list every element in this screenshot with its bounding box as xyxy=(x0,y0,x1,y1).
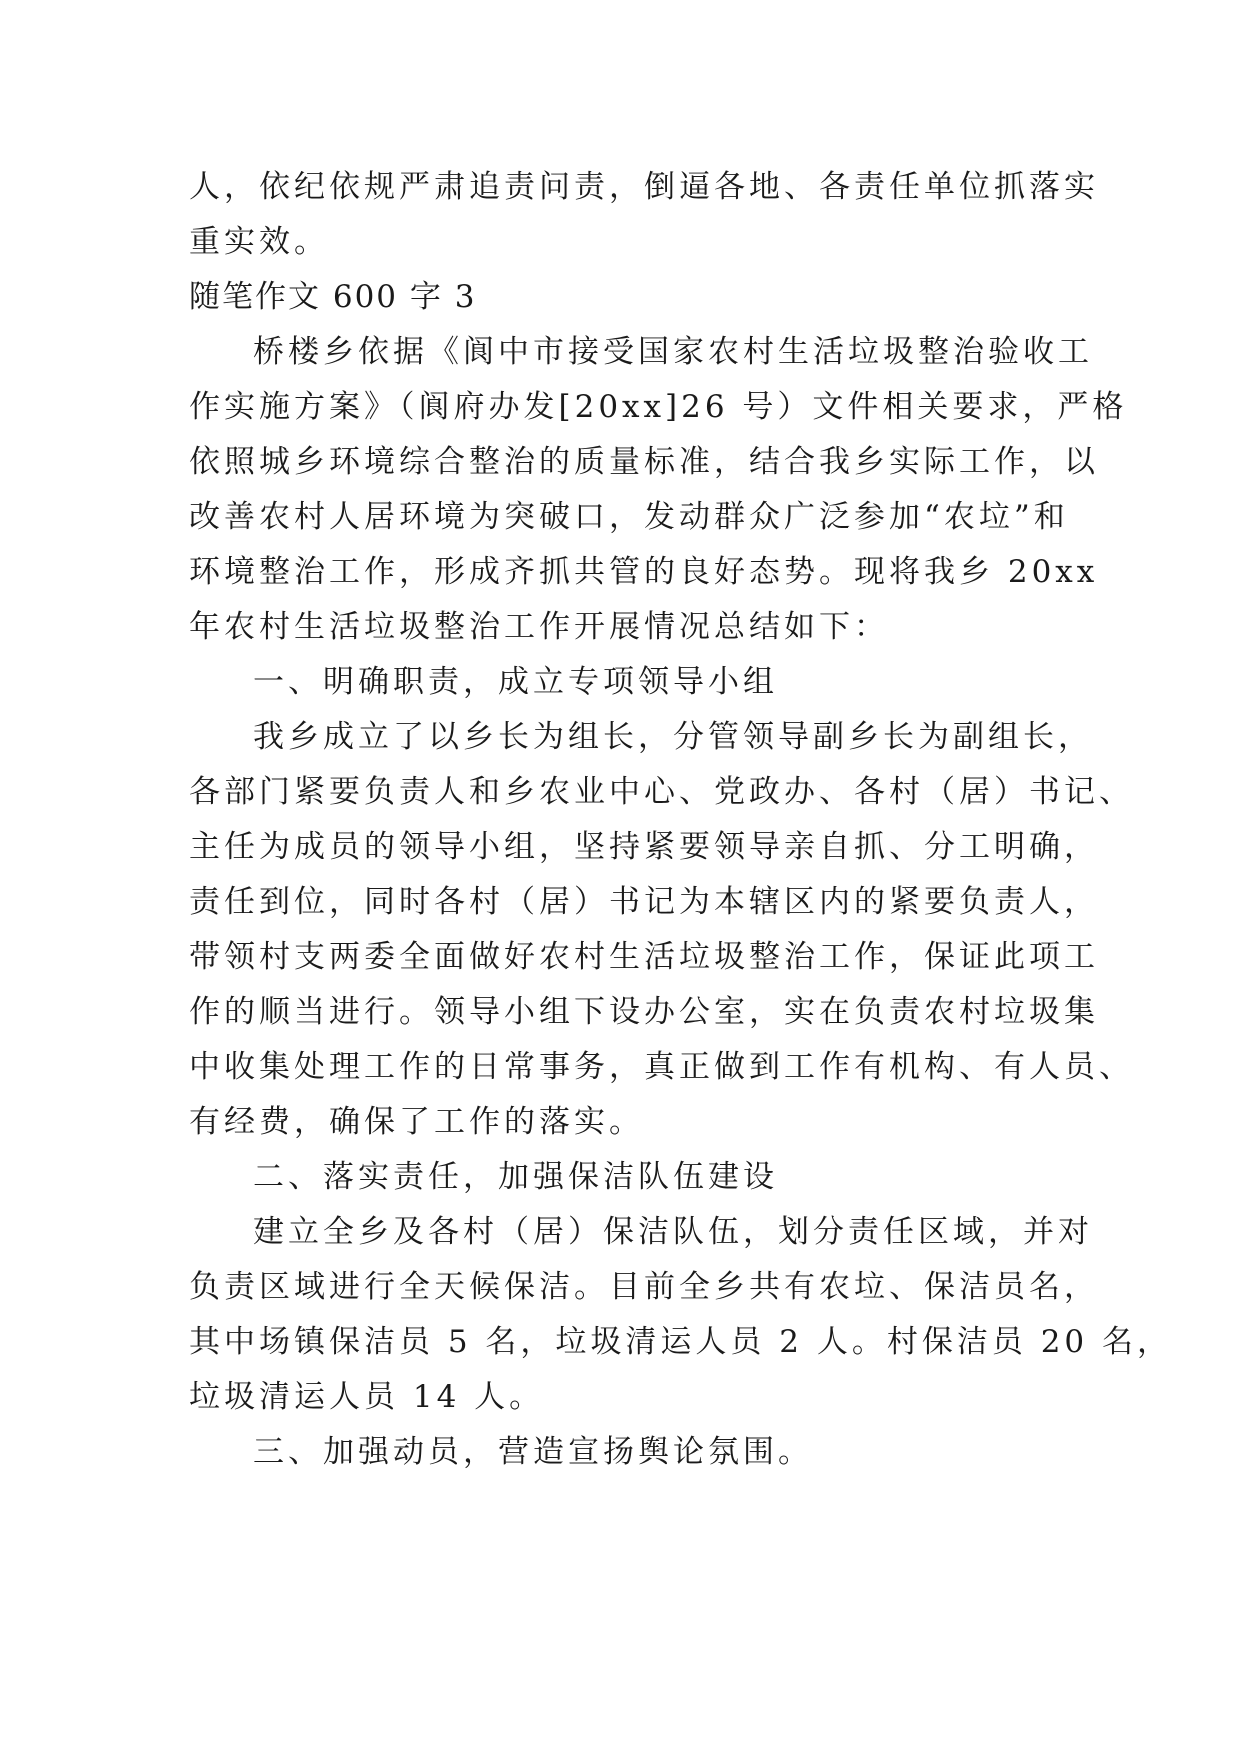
section-title-text: 随笔作文 600 字 3 xyxy=(189,279,477,315)
text-line: 其中场镇保洁员 5 名，垃圾清运人员 2 人。村保洁员 20 名， xyxy=(189,1324,1173,1360)
text-line: 主任为成员的领导小组，坚持紧要领导亲自抓、分工明确， xyxy=(189,829,1099,865)
text-line: 垃圾清运人员 14 人。 xyxy=(189,1379,545,1415)
text-line: 中收集处理工作的日常事务，真正做到工作有机构、有人员、 xyxy=(189,1049,1134,1085)
text-line: 环境整治工作，形成齐抓共管的良好态势。现将我乡 20xx xyxy=(189,554,1099,590)
text-line: 有经费，确保了工作的落实。 xyxy=(189,1104,644,1140)
text-line: 重实效。 xyxy=(189,224,329,260)
text-line: 作实施方案》（阆府办发[20xx]26 号）文件相关要求，严格 xyxy=(189,389,1128,425)
text-line: 建立全乡及各村（居）保洁队伍，划分责任区域，并对 xyxy=(253,1214,1093,1250)
text-line: 带领村支两委全面做好农村生活垃圾整治工作，保证此项工 xyxy=(189,939,1099,975)
section-title xyxy=(189,270,1049,325)
subheading-3 xyxy=(189,1425,1049,1480)
subheading-text: 二、落实责任，加强保洁队伍建设 xyxy=(253,1159,778,1195)
document-body xyxy=(189,160,1173,1480)
text-line: 责任到位，同时各村（居）书记为本辖区内的紧要负责人， xyxy=(189,884,1099,920)
text-line: 作的顺当进行。领导小组下设办公室，实在负责农村垃圾集 xyxy=(189,994,1099,1030)
paragraph-cleaning-team xyxy=(189,1205,1173,1425)
text-line: 依照城乡环境综合整治的质量标准，结合我乡实际工作，以 xyxy=(189,444,1099,480)
text-line: 年农村生活垃圾整治工作开展情况总结如下： xyxy=(189,609,889,645)
text-line: 改善农村人居环境为突破口，发动群众广泛参加“农垃”和 xyxy=(189,499,1069,535)
text-line: 各部门紧要负责人和乡农业中心、党政办、各村（居）书记、 xyxy=(189,774,1134,810)
paragraph-intro xyxy=(189,325,1128,655)
subheading-text: 一、明确职责，成立专项领导小组 xyxy=(253,664,778,700)
text-line: 人，依纪依规严肃追责问责，倒逼各地、各责任单位抓落实 xyxy=(189,169,1099,205)
subheading-text: 三、加强动员，营造宣扬舆论氛围。 xyxy=(253,1434,813,1470)
subheading-2 xyxy=(189,1150,1049,1205)
subheading-1 xyxy=(189,655,1049,710)
text-line: 桥楼乡依据《阆中市接受国家农村生活垃圾整治验收工 xyxy=(253,334,1093,370)
continuation-paragraph xyxy=(189,160,1099,270)
paragraph-leadership xyxy=(189,710,1134,1150)
text-line: 负责区域进行全天候保洁。目前全乡共有农垃、保洁员名， xyxy=(189,1269,1099,1305)
text-line: 我乡成立了以乡长为组长，分管领导副乡长为副组长， xyxy=(253,719,1093,755)
